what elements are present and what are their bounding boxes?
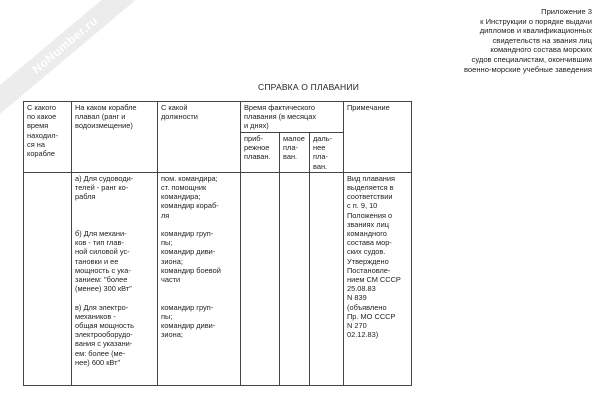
- annex-header: [464, 7, 592, 74]
- header-coastal: приб- режное плаван.: [241, 133, 280, 173]
- cell-note: Вид плавания выделяется в соответствии с п. 9, 10 Положения о званиях лиц командного состава мор- ских судов. Утверждено Постановле- нием СМ СССР 25.08.83 N 839 (объявлено Пр. МО СССР N 270 02.12.83): [344, 172, 412, 385]
- header-position: С какой должности: [158, 102, 241, 173]
- cell-long: [310, 172, 344, 385]
- annex-line: дипломов и квалификационных: [479, 26, 592, 36]
- cell-position: пом. командира; ст. помощник командира; командир кораб- ля командир груп- пы; командир диви- зиона; командир боевой части командир груп- пы; командир диви- зиона;: [158, 172, 241, 385]
- header-time: Время фактического плавания (в месяцах и днях): [241, 102, 344, 133]
- header-from-to: С какого по какое время находил- ся на корабле: [24, 102, 72, 173]
- header-short: малое пла- ван.: [280, 133, 310, 173]
- document-title: СПРАВКА О ПЛАВАНИИ: [258, 82, 360, 92]
- header-note: Примечание: [344, 102, 412, 173]
- annex-line: судов специалистам, окончившим: [471, 54, 592, 64]
- cell-ship: а) Для судоводи- телей - ранг ко- рабля б) Для механи- ков - тип глав- ной силовой ус- тановки и ее мощность с ука- занием: "более (менее) 300 кВт" в) Для электро- механиков - общая мощность электрооборудо- вания с указани- ем: более (ме- нее) 600 кВт": [72, 172, 158, 385]
- cell-short: [280, 172, 310, 385]
- header-ship: На каком корабле плавал (ранг и водоизмещение): [72, 102, 158, 173]
- sailing-table: [23, 101, 412, 386]
- annex-line: командного состава морских: [490, 45, 592, 55]
- cell-from-to: [24, 172, 72, 385]
- annex-line: свидетельств на звания лиц: [492, 35, 592, 45]
- header-long: даль- нее пла- ван.: [310, 133, 344, 173]
- annex-line: военно-морские учебные заведения: [463, 64, 592, 74]
- annex-line: к Инструкции о порядке выдачи: [480, 16, 592, 26]
- watermark: NoNumber.ru: [0, 0, 145, 114]
- annex-line: Приложение 3: [541, 7, 592, 16]
- cell-coastal: [241, 172, 280, 385]
